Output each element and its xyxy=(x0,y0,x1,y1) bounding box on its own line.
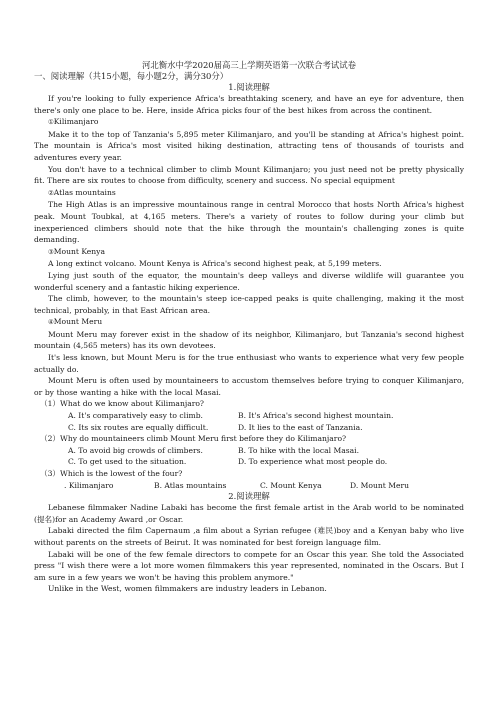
passage2-paragraph-3: Labaki will be one of the few female directors to compete for an Oscar this year. She told the Associated press "I wish there were a lot more women filmmakers this year represented, nominated in the Oscars. But I am sure in a few years we won't be having this problem anymore." xyxy=(34,549,464,582)
kenya-paragraph-2: Lying just south of the equator, the mountain's deep valleys and diverse wildlife will guarantee you wonderful scenery and a fantastic hiking experience. xyxy=(34,270,464,292)
question-3-stem: （3）Which is the lowest of the four? xyxy=(40,469,183,478)
meru-paragraph-3: Mount Meru is often used by mountaineers to accustom themselves before trying to conquer Kilimanjaro, or by those wanting a hike with the local Masai. xyxy=(34,376,464,397)
circled-number: ② xyxy=(48,188,54,197)
question-2-options-row-2 xyxy=(34,456,464,468)
option-c: C. Its six routes are equally difficult. xyxy=(68,422,209,432)
kenya-paragraph-1: A long extinct volcano. Mount Kenya is Africa's second highest peak, at 5,199 meters. xyxy=(48,259,382,269)
subheading-kilimanjaro xyxy=(34,116,464,129)
passage2-paragraph-1: Lebanese filmmaker Nadine Labaki has become the first female artist in the Arab world to be nominated (提名)for an Academy Award ,or Oscar. xyxy=(34,503,464,524)
circled-number: ③ xyxy=(48,247,54,256)
kilimanjaro-paragraph-2: You don't have to a technical climber to climb Mount Kilimanjaro; you just need not be pretty physically fit. There are six routes to choose from difficulty, scenery and success. No special equipment xyxy=(34,164,464,186)
question-1-stem: （1）What do we know about Kilimanjaro? xyxy=(40,399,204,409)
option-d: D. It lies to the east of Tanzania. xyxy=(238,422,363,432)
subheading-kenya xyxy=(34,246,464,259)
question-3-options xyxy=(34,480,464,492)
subheading-label: Mount Kenya xyxy=(53,246,105,256)
passage2-paragraph-4: Unlike in the West, women filmmakers are industry leaders in Lebanon. xyxy=(48,584,327,594)
option-d: D. To experience what most people do. xyxy=(238,457,388,467)
passage1-title: 1.阅读理解 xyxy=(228,82,270,92)
question-2-options-row-1 xyxy=(34,445,464,457)
passage2-paragraph-2: Labaki directed the film Capernaum ,a film about a Syrian refugee (难民)boy and a Kenyan baby who live without parents on the streets of Beirut. It was nominated for best foreign language film. xyxy=(34,526,464,547)
option-b: B. To hike with the local Masai. xyxy=(238,445,360,455)
option-c: C. Mount Kenya xyxy=(260,480,322,490)
subheading-meru xyxy=(34,316,464,329)
subheading-label: Kilimanjaro xyxy=(53,117,99,127)
circled-number: ④ xyxy=(48,318,54,327)
document-title: 河北衡水中学2020届高三上学期英语第一次联合考试试卷 xyxy=(142,60,356,70)
meru-paragraph-1: Mount Meru may forever exist in the shadow of its neighbor, Kilimanjaro, but Tanzania's second highest mountain (4,565 meters) has its own devotees. xyxy=(34,329,464,351)
option-a: . Kilimanjaro xyxy=(64,480,114,490)
subheading-label: Mount Meru xyxy=(53,317,103,327)
option-b: B. It's Africa's second highest mountain. xyxy=(238,411,394,421)
meru-paragraph-2: It's less known, but Mount Meru is for the true enthusiast who wants to experience what very few people actually do. xyxy=(34,353,464,374)
option-a: A. It's comparatively easy to climb. xyxy=(68,411,203,421)
option-a: A. To avoid big crowds of climbers. xyxy=(68,445,203,455)
section-heading: 一、阅读理解（共15小题，每小题2分，满分30分） xyxy=(34,71,229,81)
question-1-options-row-1 xyxy=(34,410,464,422)
option-d: D. Mount Meru xyxy=(350,480,410,490)
circled-number: ① xyxy=(48,118,54,127)
option-b: B. Atlas mountains xyxy=(154,480,227,490)
passage2-title: 2.阅读理解 xyxy=(228,491,270,502)
question-1-options-row-2 xyxy=(34,422,464,434)
subheading-label: Atlas mountains xyxy=(53,187,116,197)
kenya-paragraph-3: The climb, however, to the mountain's steep ice-capped peaks is quite challenging, making it the most technical, probably, in that East African area. xyxy=(34,294,464,315)
subheading-atlas xyxy=(34,187,464,200)
passage1-intro: If you're looking to fully experience Africa's breathtaking scenery, and have an eye for adventure, then there's only one place to be. Here, inside Africa picks four of the best hikes from across the continent. xyxy=(34,94,464,115)
atlas-paragraph-1: The High Atlas is an impressive mountainous range in central Morocco that hosts North Africa's highest peak. Mount Toubkal, at 4,165 meters. There's a variety of routes to follow during your climb but inexperienced climbers should note that the hike through the mountain's challenging zones is quite demanding. xyxy=(34,200,464,245)
question-2-stem: （2）Why do mountaineers climb Mount Meru first before they do Kilimanjaro? xyxy=(40,434,347,444)
kilimanjaro-paragraph-1: Make it to the top of Tanzania's 5,895 meter Kilimanjaro, and you'll be standing at Africa's highest point. The mountain is Africa's most visited hiking destination, attracting tens of thousands of tourists and adventures every year. xyxy=(34,129,464,162)
option-c: C. To get used to the situation. xyxy=(68,457,187,467)
